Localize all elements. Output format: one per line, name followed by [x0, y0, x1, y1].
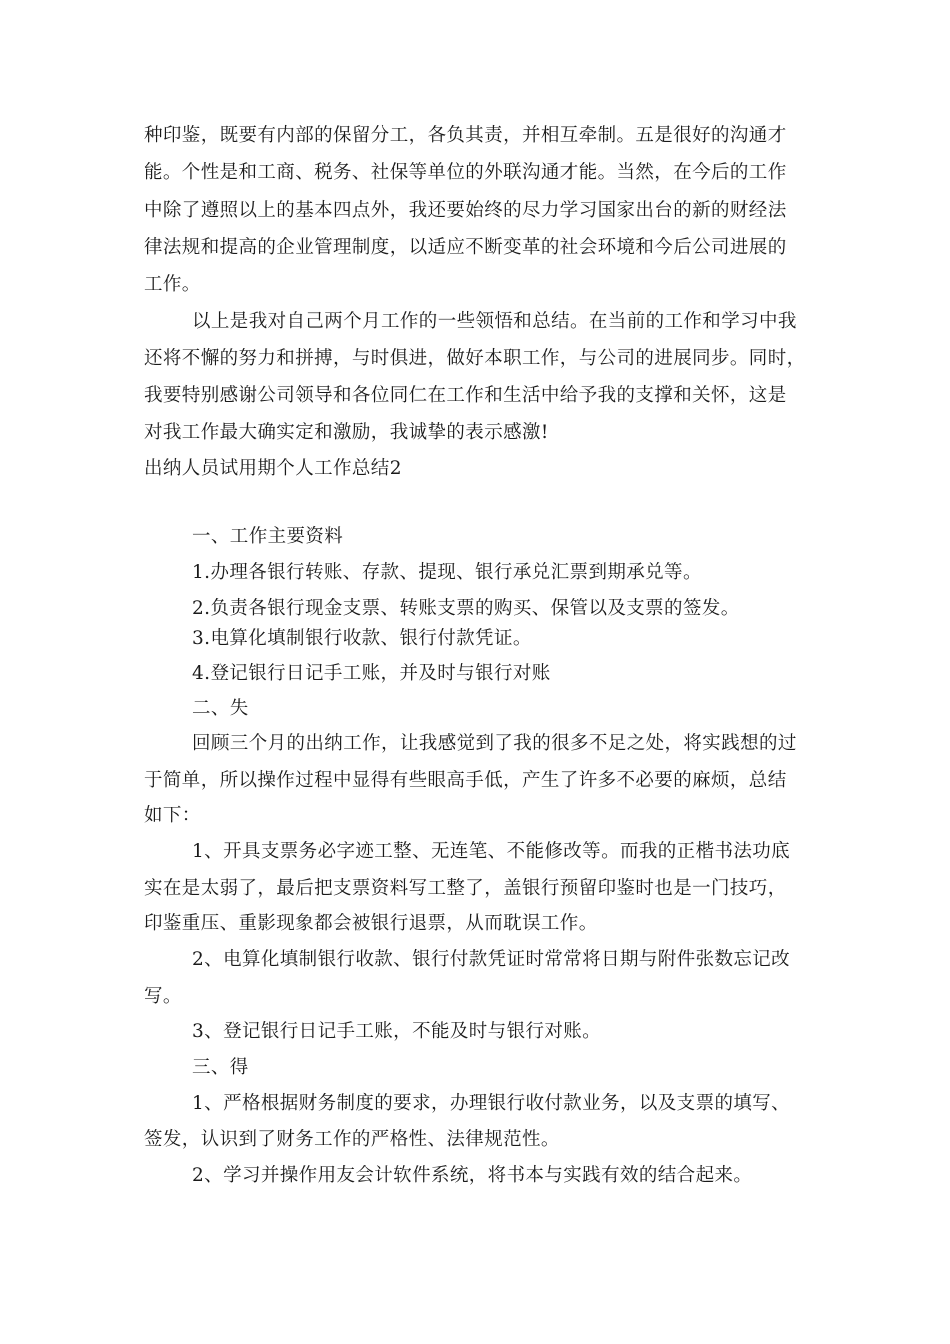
section-heading: 一、工作主要资料: [192, 526, 344, 547]
section-title: 出纳人员试用期个人工作总结2: [144, 458, 402, 479]
paragraph-line: 还将不懈的努力和拼搏，与时俱进，做好本职工作，与公司的进展同步。同时，: [144, 348, 806, 369]
list-item: 3.电算化填制银行收款、银行付款凭证。: [192, 628, 532, 649]
paragraph-line: 印鉴重压、重影现象都会被银行退票，从而耽误工作。: [144, 913, 598, 934]
paragraph-line: 于简单，所以操作过程中显得有些眼高手低，产生了许多不必要的麻烦，总结: [144, 770, 787, 791]
paragraph-line: 写。: [144, 986, 182, 1007]
section-heading: 二、失: [192, 698, 249, 719]
paragraph-line: 能。个性是和工商、税务、社保等单位的外联沟通才能。当然，在今后的工作: [144, 162, 787, 183]
list-item: 1.办理各银行转账、存款、提现、银行承兑汇票到期承兑等。: [192, 562, 702, 583]
paragraph-line: 以上是我对自己两个月工作的一些领悟和总结。在当前的工作和学习中我: [192, 311, 797, 332]
paragraph-line: 1、开具支票务必字迹工整、无连笔、不能修改等。而我的正楷书法功底: [192, 841, 791, 862]
paragraph-line: 中除了遵照以上的基本四点外，我还要始终的尽力学习国家出台的新的财经法: [144, 200, 787, 221]
paragraph-line: 2、电算化填制银行收款、银行付款凭证时常常将日期与附件张数忘记改: [192, 949, 791, 970]
paragraph-line: 律法规和提高的企业管理制度，以适应不断变革的社会环境和今后公司进展的: [144, 237, 787, 258]
paragraph-line: 对我工作最大确实定和激励，我诚挚的表示感激!: [144, 422, 549, 443]
paragraph-line: 签发，认识到了财务工作的严格性、法律规范性。: [144, 1129, 560, 1150]
paragraph-line: 种印鉴，既要有内部的保留分工，各负其责，并相互牵制。五是很好的沟通才: [144, 125, 787, 146]
list-item: 2.负责各银行现金支票、转账支票的购买、保管以及支票的签发。: [192, 598, 740, 619]
list-item: 4.登记银行日记手工账，并及时与银行对账: [192, 663, 551, 684]
paragraph-line: 我要特别感谢公司领导和各位同仁在工作和生活中给予我的支撑和关怀，这是: [144, 385, 787, 406]
paragraph-line: 2、学习并操作用友会计软件系统，将书本与实践有效的结合起来。: [192, 1165, 753, 1186]
paragraph-line: 3、登记银行日记手工账，不能及时与银行对账。: [192, 1021, 602, 1042]
paragraph-line: 实在是太弱了，最后把支票资料写工整了，盖银行预留印鉴时也是一门技巧，: [144, 878, 787, 899]
paragraph-line: 1、严格根据财务制度的要求，办理银行收付款业务，以及支票的填写、: [192, 1093, 791, 1114]
section-heading: 三、得: [192, 1057, 249, 1078]
paragraph-line: 回顾三个月的出纳工作，让我感觉到了我的很多不足之处，将实践想的过: [192, 733, 797, 754]
paragraph-line: 工作。: [144, 274, 201, 295]
paragraph-line: 如下：: [144, 805, 201, 826]
